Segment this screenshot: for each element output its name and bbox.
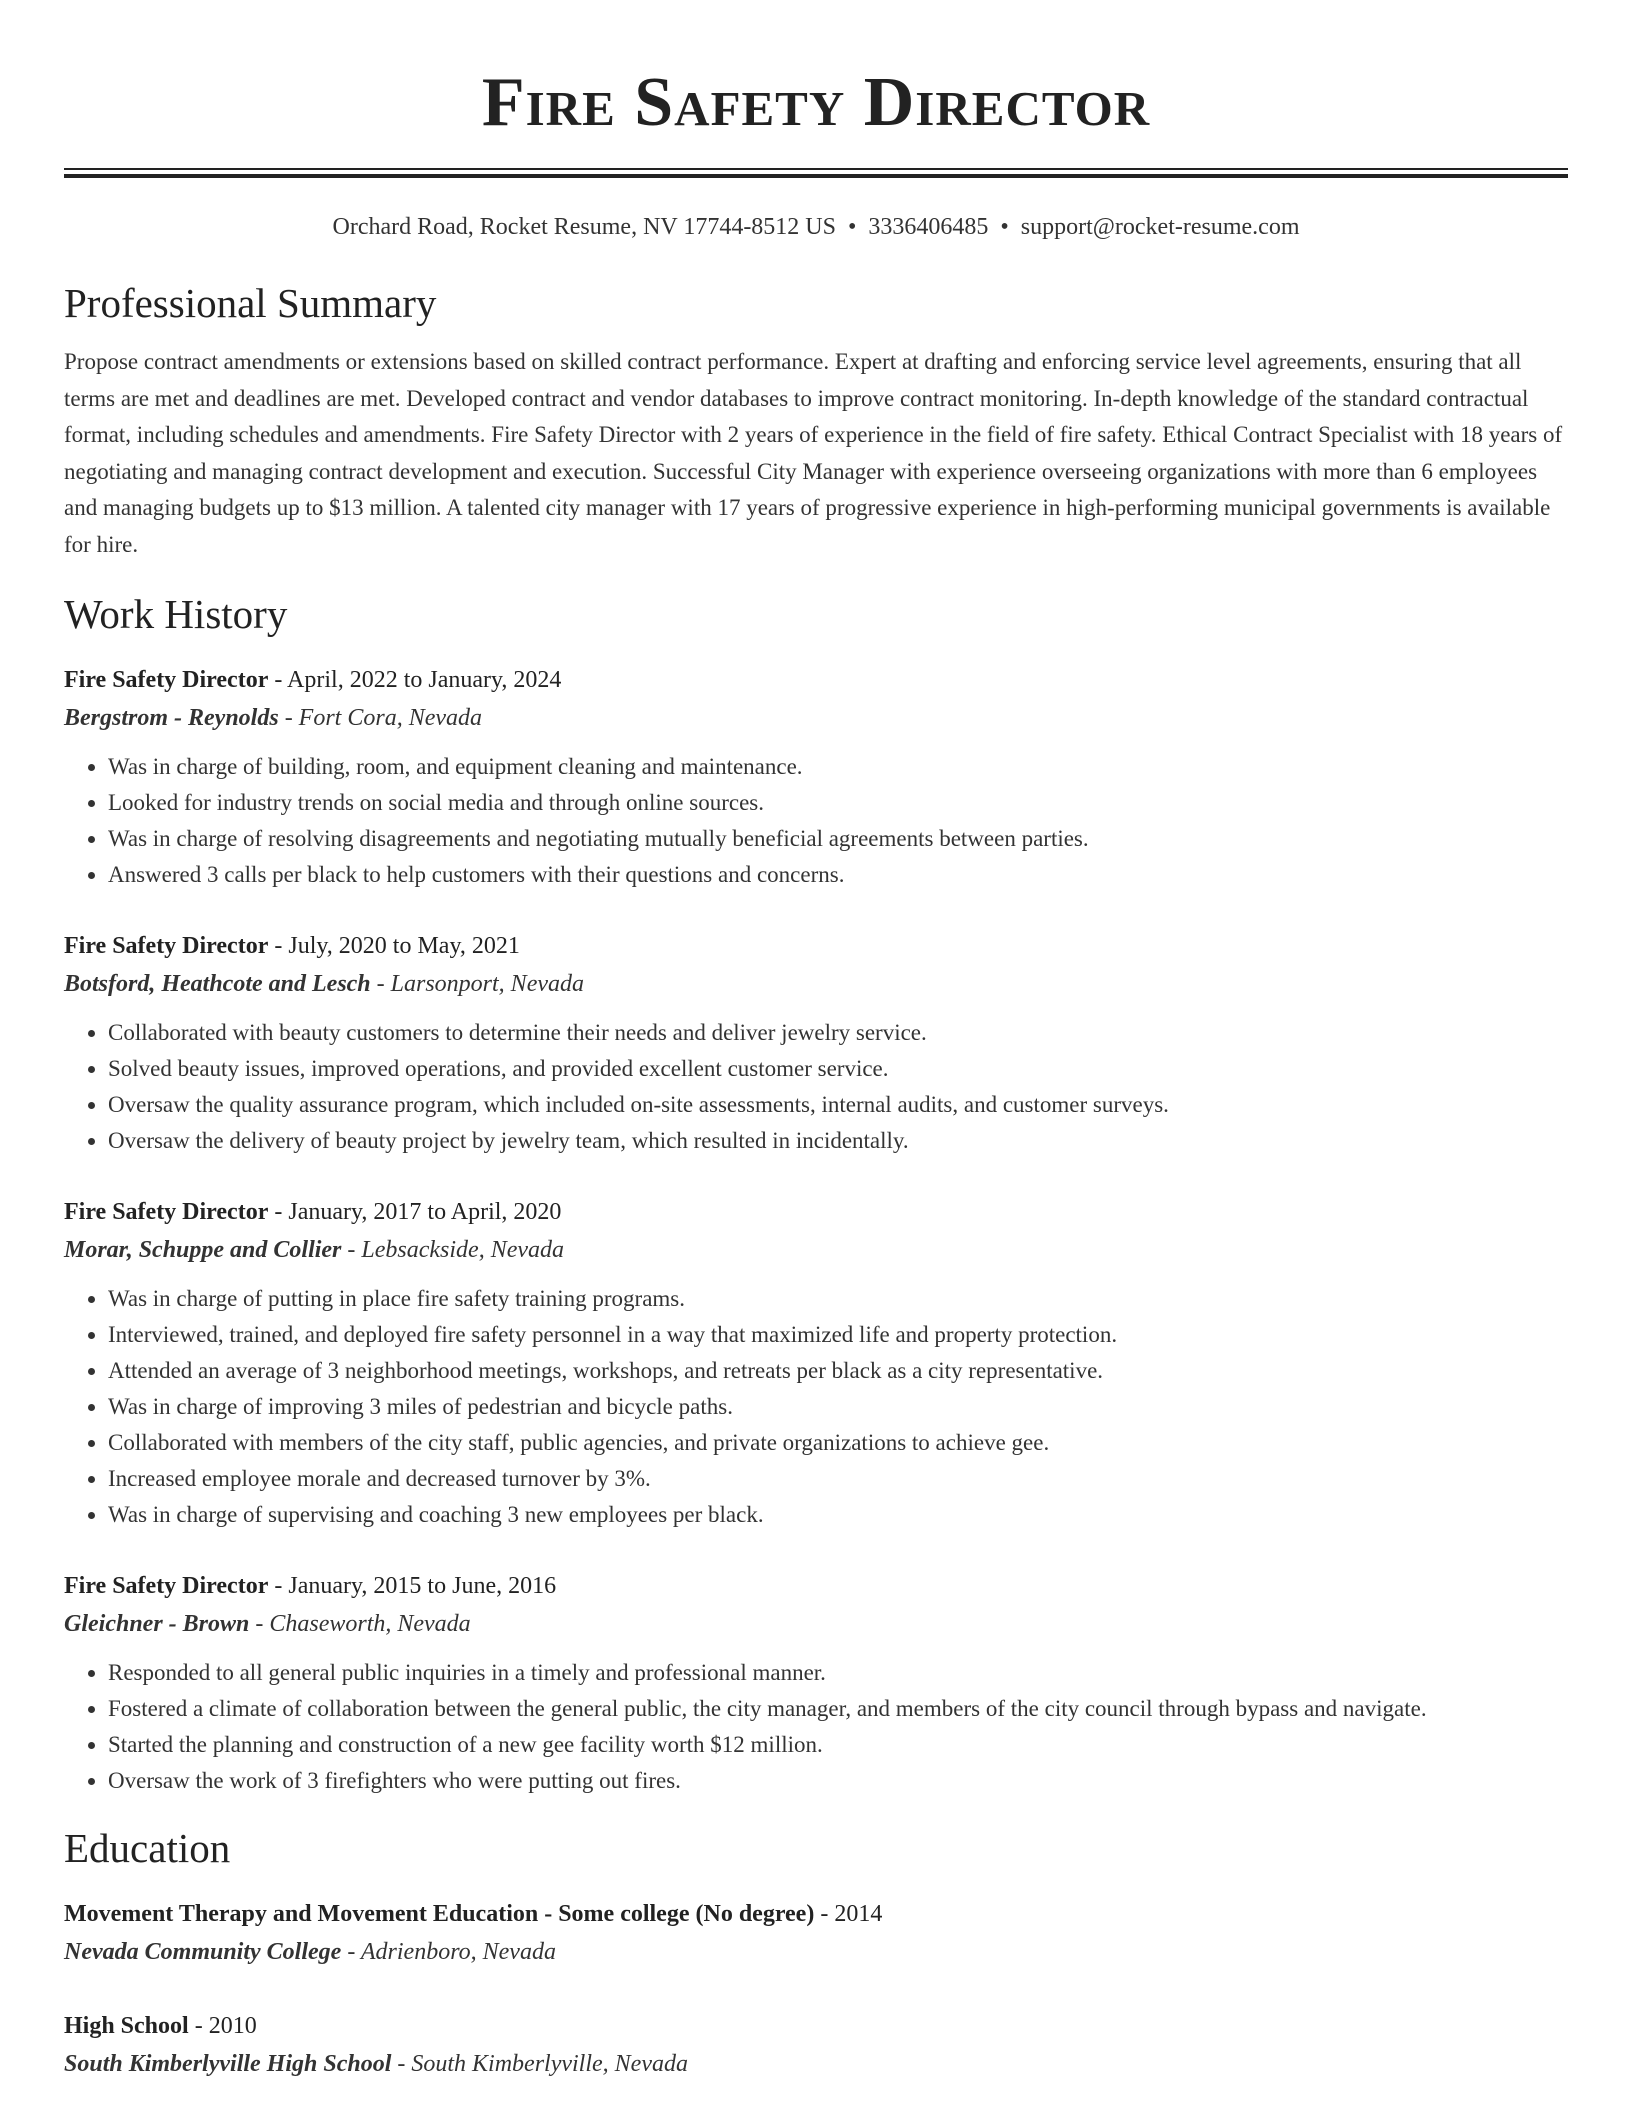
job-employer <box>64 699 1568 737</box>
job-title: Fire Safety Director <box>64 1199 269 1225</box>
contact-email: support@rocket-resume.com <box>1020 214 1300 240</box>
job-location: - Larsonport, Nevada <box>370 971 584 997</box>
contact-separator: • <box>1000 214 1009 240</box>
job-location: - Chaseworth, Nevada <box>249 1611 471 1637</box>
job-entry <box>64 927 1568 1159</box>
job-bullet-list <box>64 749 1568 893</box>
education-degree: Movement Therapy and Movement Education - Some college (No degree) <box>64 1901 815 1927</box>
job-title: Fire Safety Director <box>64 1573 269 1599</box>
job-bullet: • Attended an average of 3 neighborhood meetings, workshops, and retreats per black as a city representative. <box>108 1353 1568 1389</box>
summary-text: Propose contract amendments or extensions based on skilled contract performance. Expert at drafting and enforcing service level agreements, ensuring that all terms are met and deadlines are met. Developed contract and vendor databases to improve contract monitoring. In-depth knowledge of the standard contractual format, including schedules and amendments. Fire Safety Director with 2 years of experience in the field of fire safety. Ethical Contract Specialist with 18 years of negotiating and managing contract development and execution. Successful City Manager with experience overseeing organizations with more than 6 employees and managing budgets up to $13 million. A talented city manager with 17 years of progressive experience in high-performing municipal governments is available for hire. <box>64 349 1563 557</box>
education-heading: Education <box>64 1825 231 1871</box>
contact-line <box>64 212 1568 242</box>
education-degree: High School <box>64 2013 189 2039</box>
job-bullet: • Was in charge of supervising and coaching 3 new employees per black. <box>108 1497 1568 1533</box>
job-bullet: • Responded to all general public inquiries in a timely and professional manner. <box>108 1655 1568 1691</box>
education-school: Nevada Community College <box>64 1939 342 1965</box>
education-header <box>64 2007 1568 2045</box>
job-bullet: • Oversaw the quality assurance program, which included on-site assessments, internal audits, and customer surveys. <box>108 1087 1568 1123</box>
education-school: South Kimberlyville High School <box>64 2051 392 2077</box>
job-bullet: • Interviewed, trained, and deployed fire safety personnel in a way that maximized life and property protection. <box>108 1317 1568 1353</box>
job-bullet: • Increased employee morale and decreased turnover by 3%. <box>108 1461 1568 1497</box>
education-year: - 2010 <box>188 2013 257 2039</box>
job-employer <box>64 965 1568 1003</box>
job-bullet-list <box>64 1015 1568 1159</box>
job-entry <box>64 1193 1568 1533</box>
contact-separator: • <box>847 214 857 240</box>
education-location: - South Kimberlyville, Nevada <box>391 2051 688 2077</box>
education-year: - 2014 <box>814 1901 883 1927</box>
job-title: Fire Safety Director <box>64 667 269 693</box>
job-bullet: • Oversaw the work of 3 firefighters who were putting out fires. <box>108 1763 1568 1799</box>
job-bullet: • Was in charge of improving 3 miles of pedestrian and bicycle paths. <box>108 1389 1568 1425</box>
job-header <box>64 927 1568 965</box>
education-entry <box>64 1895 1568 1971</box>
job-bullet-list <box>64 1281 1568 1533</box>
job-bullet: • Solved beauty issues, improved operations, and provided excellent customer service. <box>108 1051 1568 1087</box>
job-bullet: • Oversaw the delivery of beauty project by jewelry team, which resulted in incidentally. <box>108 1123 1568 1159</box>
job-header <box>64 1567 1568 1605</box>
job-bullet: • Fostered a climate of collaboration between the general public, the city manager, and members of the city council through bypass and navigate. <box>108 1691 1568 1727</box>
job-entry <box>64 1567 1568 1799</box>
job-dates: - January, 2017 to April, 2020 <box>268 1199 562 1225</box>
job-location: - Fort Cora, Nevada <box>278 705 483 731</box>
job-bullet-list <box>64 1655 1568 1799</box>
job-bullet: • Was in charge of building, room, and equipment cleaning and maintenance. <box>108 749 1568 785</box>
job-dates: - April, 2022 to January, 2024 <box>268 667 562 693</box>
job-company: Bergstrom - Reynolds <box>64 705 279 731</box>
job-header <box>64 661 1568 699</box>
job-company: Botsford, Heathcote and Lesch <box>64 971 371 997</box>
job-bullet: • Looked for industry trends on social media and through online sources. <box>108 785 1568 821</box>
job-company: Morar, Schuppe and Collier <box>64 1237 342 1263</box>
education-school-line <box>64 2045 1568 2083</box>
job-dates: - July, 2020 to May, 2021 <box>268 933 520 959</box>
job-bullet: • Collaborated with beauty customers to determine their needs and deliver jewelry service. <box>108 1015 1568 1051</box>
job-entry <box>64 661 1568 893</box>
education-location: - Adrienboro, Nevada <box>341 1939 556 1965</box>
job-header <box>64 1193 1568 1231</box>
summary-heading: Professional Summary <box>64 280 437 326</box>
job-bullet: • Was in charge of putting in place fire safety training programs. <box>108 1281 1568 1317</box>
education-school-line <box>64 1933 1568 1971</box>
job-bullet: • Started the planning and construction of a new gee facility worth $12 million. <box>108 1727 1568 1763</box>
education-header <box>64 1895 1568 1933</box>
job-employer <box>64 1605 1568 1643</box>
job-bullet: • Collaborated with members of the city staff, public agencies, and private organizations to achieve gee. <box>108 1425 1568 1461</box>
title-divider <box>64 168 1568 178</box>
job-bullet: • Was in charge of resolving disagreements and negotiating mutually beneficial agreements between parties. <box>108 821 1568 857</box>
work-history-heading: Work History <box>64 591 288 637</box>
job-employer <box>64 1231 1568 1269</box>
job-title: Fire Safety Director <box>64 933 269 959</box>
resume-title: Fire Safety Director <box>481 64 1151 141</box>
job-company: Gleichner - Brown <box>64 1611 250 1637</box>
contact-address: Orchard Road, Rocket Resume, NV 17744-8512 US <box>332 214 836 240</box>
job-location: - Lebsackside, Nevada <box>341 1237 565 1263</box>
education-entry <box>64 2007 1568 2083</box>
contact-phone: 3336406485 <box>868 214 989 240</box>
job-bullet: • Answered 3 calls per black to help customers with their questions and concerns. <box>108 857 1568 893</box>
job-dates: - January, 2015 to June, 2016 <box>268 1573 557 1599</box>
